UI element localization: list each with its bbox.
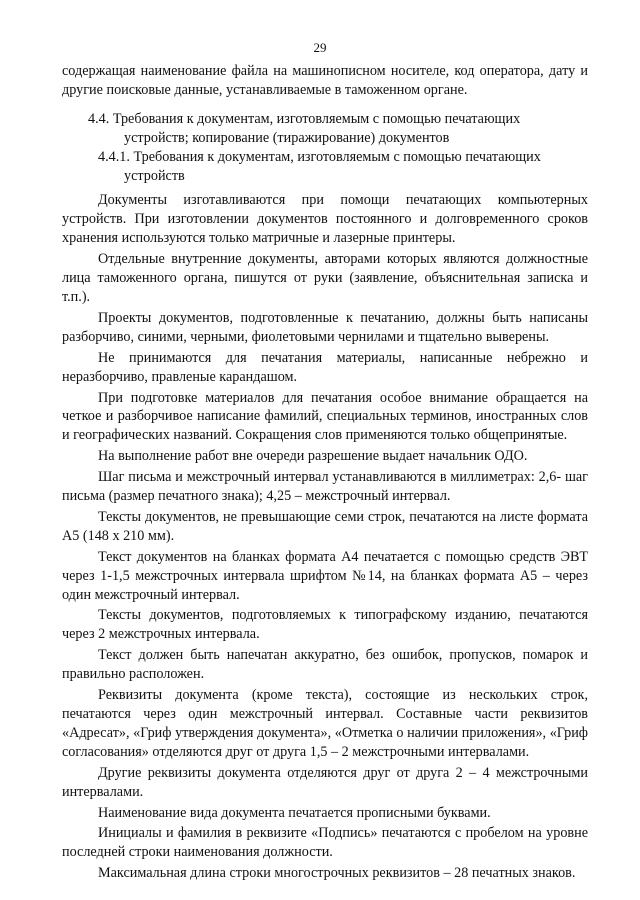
paragraph-9: Текст документов на бланках формата А4 печатается с помощью средств ЭВТ через 1-1,5 межстрочных интервала шрифтом №14, на бланках формата А5 – через один межстрочный интервал. — [62, 548, 588, 603]
paragraph-11: Текст должен быть напечатан аккуратно, без ошибок, пропусков, помарок и правильно расположен. — [62, 647, 588, 683]
paragraph-3: Проекты документов, подготовленные к печатанию, должны быть написаны разборчиво, синими, черными, фиолетовыми чернилами и тщательно выверены. — [62, 309, 588, 345]
paragraph-15: Инициалы и фамилия в реквизите «Подпись» печатаются с пробелом на уровне последней строки наименования должности. — [62, 825, 588, 861]
paragraph-13: Другие реквизиты документа отделяются друг от друга 2 – 4 межстрочными интервалами. — [62, 764, 588, 800]
paragraph-16: Максимальная длина строки многострочных реквизитов – 28 печатных знаков. — [98, 865, 576, 882]
paragraph-2: Отдельные внутренние документы, авторами которых являются должностные лица таможенного органа, пишутся от руки (заявление, объяснительная записка и т.п.). — [62, 251, 588, 305]
paragraph-5: При подготовке материалов для печатания особое внимание обращается на четкое и разборчивое написание фамилий, специальных терминов, иностранных слов и географических названий. Сокращения слов применяются только общепринятые. — [62, 389, 588, 444]
document-body — [62, 62, 588, 883]
paragraph-14: Наименование вида документа печатается прописными буквами. — [98, 804, 491, 821]
paragraph-10: Тексты документов, подготовляемых к типографскому изданию, печатаются через 2 межстрочных интервала. — [62, 607, 588, 643]
paragraph-1: Документы изготавливаются при помощи печатающих компьютерных устройств. При изготовлении документов постоянного и долговременного сроков хранения используются только матричные и лазерные принтеры. — [62, 192, 588, 247]
paragraph-12: Реквизиты документа (кроме текста), состоящие из нескольких строк, печатаются через один межстрочный интервал. Составные части реквизитов «Адресат», «Гриф утверждения документа», «Отметка о наличии приложения», «Гриф согласования» отделяются друг от друга 1,5 – 2 межстрочными интервалами. — [62, 687, 588, 760]
paragraph-4: Не принимаются для печатания материалы, написанные небрежно и неразборчиво, правленые карандашом. — [62, 349, 588, 385]
page-number: 29 — [313, 40, 327, 55]
paragraph-8: Тексты документов, не превышающие семи строк, печатаются на листе формата А5 (148 х 210 мм). — [62, 508, 588, 544]
paragraph-6: На выполнение работ вне очереди разрешение выдает начальник ОДО. — [98, 448, 528, 465]
subsection-heading-4-4-1: 4.4.1. Требования к документам, изготовляемым с помощью печатающих устройств — [98, 148, 541, 184]
paragraph-7: Шаг письма и межстрочный интервал устанавливаются в миллиметрах: 2,6- шаг письма (размер печатного знака); 4,25 – межстрочный интервал. — [62, 469, 588, 505]
continuation-paragraph: содержащая наименование файла на машинописном носителе, код оператора, дату и другие поисковые данные, устанавливаемые в таможенном органе. — [62, 63, 588, 98]
section-heading-4-4: 4.4. Требования к документам, изготовляемым с помощью печатающих устройств; копирование (тиражирование) документов — [88, 110, 521, 146]
